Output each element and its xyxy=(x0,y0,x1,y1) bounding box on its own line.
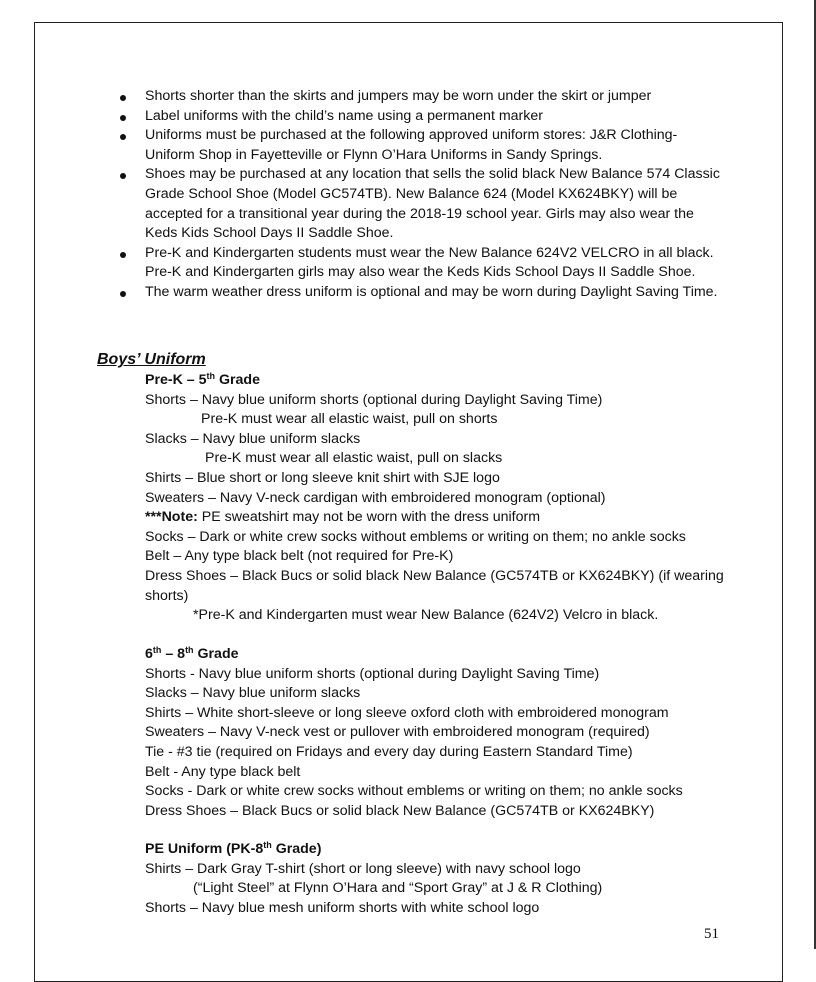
prek5-shirts: Shirts – Blue short or long sleeve knit shirt with SJE logo xyxy=(145,469,500,486)
list-item-text: Shorts shorter than the skirts and jumpers may be worn under the skirt or jumper xyxy=(145,88,652,104)
list-item xyxy=(0,244,725,283)
list-item xyxy=(0,283,725,303)
rules-list xyxy=(0,87,816,303)
list-item-text: Shoes may be purchased at any location that sells the solid black New Balance 574 Classic Grade School Shoe (Model GC574TB). New Balance 624 (Model KX624BKY) will be accepted for a transitional year during the 2018-19 school year. Girls may also wear the Keds Kids School Days II Saddle Shoe. xyxy=(145,166,720,242)
prek5-heading xyxy=(145,371,745,391)
bullet-icon xyxy=(120,134,126,140)
prek5-slacks: Slacks – Navy blue uniform slacks xyxy=(145,430,361,447)
list-item-text: The warm weather dress uniform is optional and may be worn during Daylight Saving Time. xyxy=(145,283,718,300)
g68-heading xyxy=(145,645,745,665)
g68-shirts: Shirts – White short-sleeve or long sleeve oxford cloth with embroidered monogram xyxy=(145,704,669,721)
prek5-socks: Socks – Dark or white crew socks without emblems or writing on them; no ankle socks xyxy=(145,528,686,545)
prek5-shoes: Dress Shoes – Black Bucs or solid black New Balance (GC574TB or KX624BKY) (if wearing shorts) xyxy=(145,567,724,604)
heading-sup: th xyxy=(152,645,162,655)
list-item xyxy=(0,126,725,165)
list-item xyxy=(0,107,725,127)
prek5-note xyxy=(145,508,745,528)
g68-tie: Tie - #3 tie (required on Fridays and every day during Eastern Standard Time) xyxy=(145,743,633,760)
prek5-belt: Belt – Any type black belt (not required for Pre-K) xyxy=(145,548,454,565)
bullet-icon xyxy=(120,252,126,258)
heading-text: 6 xyxy=(145,646,153,662)
heading-text: Pre-K – 5 xyxy=(145,372,207,388)
heading-text: Grade) xyxy=(271,841,322,857)
heading-text: Grade xyxy=(193,646,239,662)
prek5-sweaters: Sweaters – Navy V-neck cardigan with embroidered monogram (optional) xyxy=(145,489,606,506)
heading-text: – 8 xyxy=(161,646,186,662)
note-text: PE sweatshirt may not be worn with the dress uniform xyxy=(197,509,541,526)
prek5-shorts-note: Pre-K must wear all elastic waist, pull on shorts xyxy=(201,411,498,428)
pe-shorts: Shorts – Navy blue mesh uniform shorts with white school logo xyxy=(145,899,540,916)
list-item-text: Pre-K and Kindergarten students must wear the New Balance 624V2 VELCRO in all black. Pre-K and Kindergarten girls may also wear the Keds Kids School Days II Saddle Shoe. xyxy=(145,244,714,281)
g68-slacks: Slacks – Navy blue uniform slacks xyxy=(145,685,361,702)
pe-shirts: Shirts – Dark Gray T-shirt (short or long sleeve) with navy school logo xyxy=(145,860,581,877)
page-number: 51 xyxy=(704,926,719,942)
prek5-section xyxy=(145,371,745,626)
list-item-text: Label uniforms with the child’s name using a permanent marker xyxy=(145,107,543,124)
heading-sup: th xyxy=(185,645,194,655)
prek5-shorts: Shorts – Navy blue uniform shorts (optional during Daylight Saving Time) xyxy=(145,391,603,408)
list-item xyxy=(0,165,725,243)
g68-belt: Belt - Any type black belt xyxy=(145,763,301,780)
g68-shoes: Dress Shoes – Black Bucs or solid black New Balance (GC574TB or KX624BKY) xyxy=(145,802,655,819)
g68-section xyxy=(145,645,745,821)
bullet-icon xyxy=(120,291,126,297)
heading-sup: th xyxy=(263,840,272,850)
pe-heading xyxy=(145,840,745,860)
g68-sweaters: Sweaters – Navy V-neck vest or pullover with embroidered monogram (required) xyxy=(145,724,650,741)
bullet-icon xyxy=(120,115,126,121)
heading-text: PE Uniform (PK-8 xyxy=(145,841,264,857)
heading-sup: th xyxy=(206,371,216,381)
note-label: ***Note: xyxy=(145,509,198,526)
prek5-slacks-note: Pre-K must wear all elastic waist, pull on slacks xyxy=(205,450,503,467)
g68-socks: Socks - Dark or white crew socks without emblems or writing on them; no ankle socks xyxy=(145,783,683,800)
bullet-icon xyxy=(120,173,126,179)
list-item xyxy=(0,87,725,107)
prek5-shoes-note: *Pre-K and Kindergarten must wear New Balance (624V2) Velcro in black. xyxy=(193,607,659,624)
pe-section xyxy=(145,840,745,918)
pe-shirts-note: (“Light Steel” at Flynn O’Hara and “Sport Gray” at J & R Clothing) xyxy=(193,880,603,897)
section-title: Boys’ Uniform xyxy=(97,351,206,368)
bullet-icon xyxy=(120,95,126,101)
list-item-text: Uniforms must be purchased at the following approved uniform stores: J&R Clothing-Uniform Shop in Fayetteville or Flynn O’Hara Uniforms in Sandy Springs. xyxy=(145,127,678,163)
g68-shorts: Shorts - Navy blue uniform shorts (optional during Daylight Saving Time) xyxy=(145,665,600,682)
heading-text: Grade xyxy=(215,372,260,388)
